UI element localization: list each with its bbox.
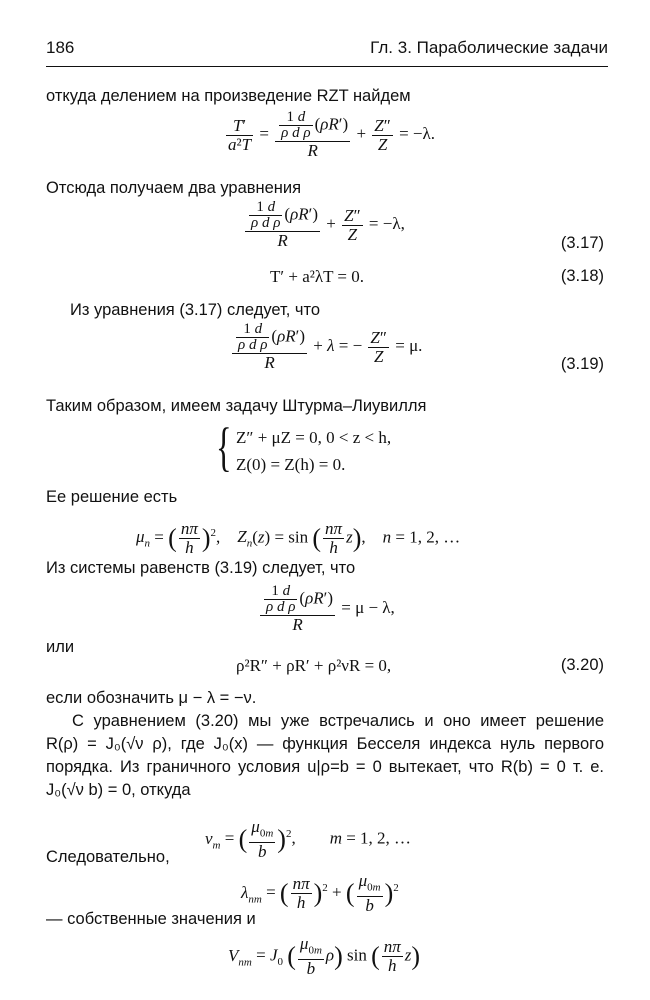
paragraph-9-line-3: порядка. Из граничного условия u|ρ=b = 0 вытекает, что R(b) = 0 т. е. (46, 758, 604, 776)
paragraph-3: Из уравнения (3.17) следует, что (70, 301, 321, 319)
header-rule (46, 66, 608, 67)
equation-3-20: ρ²R″ + ρR′ + ρ²νR = 0, (236, 656, 392, 675)
equation-lambda-nm: $\lambda_{nm}$ = ( $\frac{n\pi}{h}$ )$^2$ + ( $\frac{\mu_{0m}}{b}$ )$^2$ (241, 871, 399, 916)
paragraph-7: или (46, 638, 75, 656)
paragraph-9-line-1: С уравнением (3.20) мы уже встречались и оно имеет решение (72, 712, 604, 730)
paragraph-5: Ее решение есть (46, 488, 178, 506)
paragraph-11: — собственные значения и (46, 910, 256, 928)
paragraph-1: откуда делением на произведение RZT найдем (46, 87, 411, 105)
system-brace: { (216, 417, 232, 477)
equation-ratio: $\frac{T'}{\text{a²T}}$ = $\frac{1 d}{\text{ρ d ρ}}$ (ρR′) R + $\frac{Z''}{Z}$ = −λ. (228, 109, 436, 160)
paragraph-9-line-4: J₀(√ν b) = 0, откуда (46, 781, 191, 799)
paragraph-6: Из системы равенств (3.19) следует, что (46, 559, 356, 577)
equation-3-19-tail: = μ. (395, 335, 423, 355)
equation-3-17: $\frac{1 d}{\text{ρ d ρ}}$ (ρR′) R + $\frac{Z''}{Z}$ = −λ, (243, 200, 405, 250)
equation-mu-minus-lambda: $\frac{1 d}{\text{ρ d ρ}}$ (ρR′) R = μ − λ, (258, 584, 395, 634)
equation-ratio-tail: = −λ. (399, 123, 436, 143)
equation-number-3-19: (3.19) (560, 355, 604, 373)
equation-3-18: T′ + a²λT = 0. (270, 267, 364, 286)
equation-3-19: $\frac{1 d}{\text{ρ d ρ}}$ (ρR′) R + λ = − $\frac{Z''}{Z}$ = μ. (230, 322, 422, 372)
sturm-liouville-eq-2: Z(0) = Z(h) = 0. (236, 455, 346, 474)
equation-number-3-17: (3.17) (560, 234, 604, 252)
equation-3-17-tail: = −λ, (368, 213, 405, 233)
equation-number-3-18: (3.18) (560, 267, 604, 285)
page-number: 186 (46, 38, 75, 57)
paragraph-2: Отсюда получаем два уравнения (46, 179, 302, 197)
paragraph-10: Следовательно, (46, 848, 170, 866)
equation-v-nm: $V_{nm} = J_0$ ( $\frac{\mu_{0m}}{b}$ ρ) sin ( $\frac{n\pi}{h}$ z) (228, 934, 421, 979)
equation-eigen-mu-n: $\mu_n$ = ( $\frac{n\pi}{h}$ )$^2$, $Z_n(z) = \sin$ ( $\frac{n\pi}{h}$ z), n = 1, 2, … (136, 519, 461, 557)
equation-mu-minus-lambda-tail: = μ − λ, (341, 597, 395, 617)
running-title: Гл. 3. Параболические задачи (370, 38, 608, 57)
equation-nu-m: $\nu_m$ = ( $\frac{\mu_{0m}}{b}$ )$^2$, m = 1, 2, … (205, 817, 412, 862)
sturm-liouville-eq-1: Z″ + μZ = 0, 0 < z < h, (236, 428, 392, 447)
paragraph-8: если обозначить μ − λ = −ν. (46, 689, 257, 707)
paragraph-9-line-2: R(ρ) = J₀(√ν ρ), где J₀(x) — функция Бесселя индекса нуль первого (46, 735, 604, 753)
paragraph-4: Таким образом, имеем задачу Штурма–Лиувилля (46, 397, 427, 415)
page-header (46, 38, 608, 64)
equation-number-3-20: (3.20) (560, 656, 604, 674)
